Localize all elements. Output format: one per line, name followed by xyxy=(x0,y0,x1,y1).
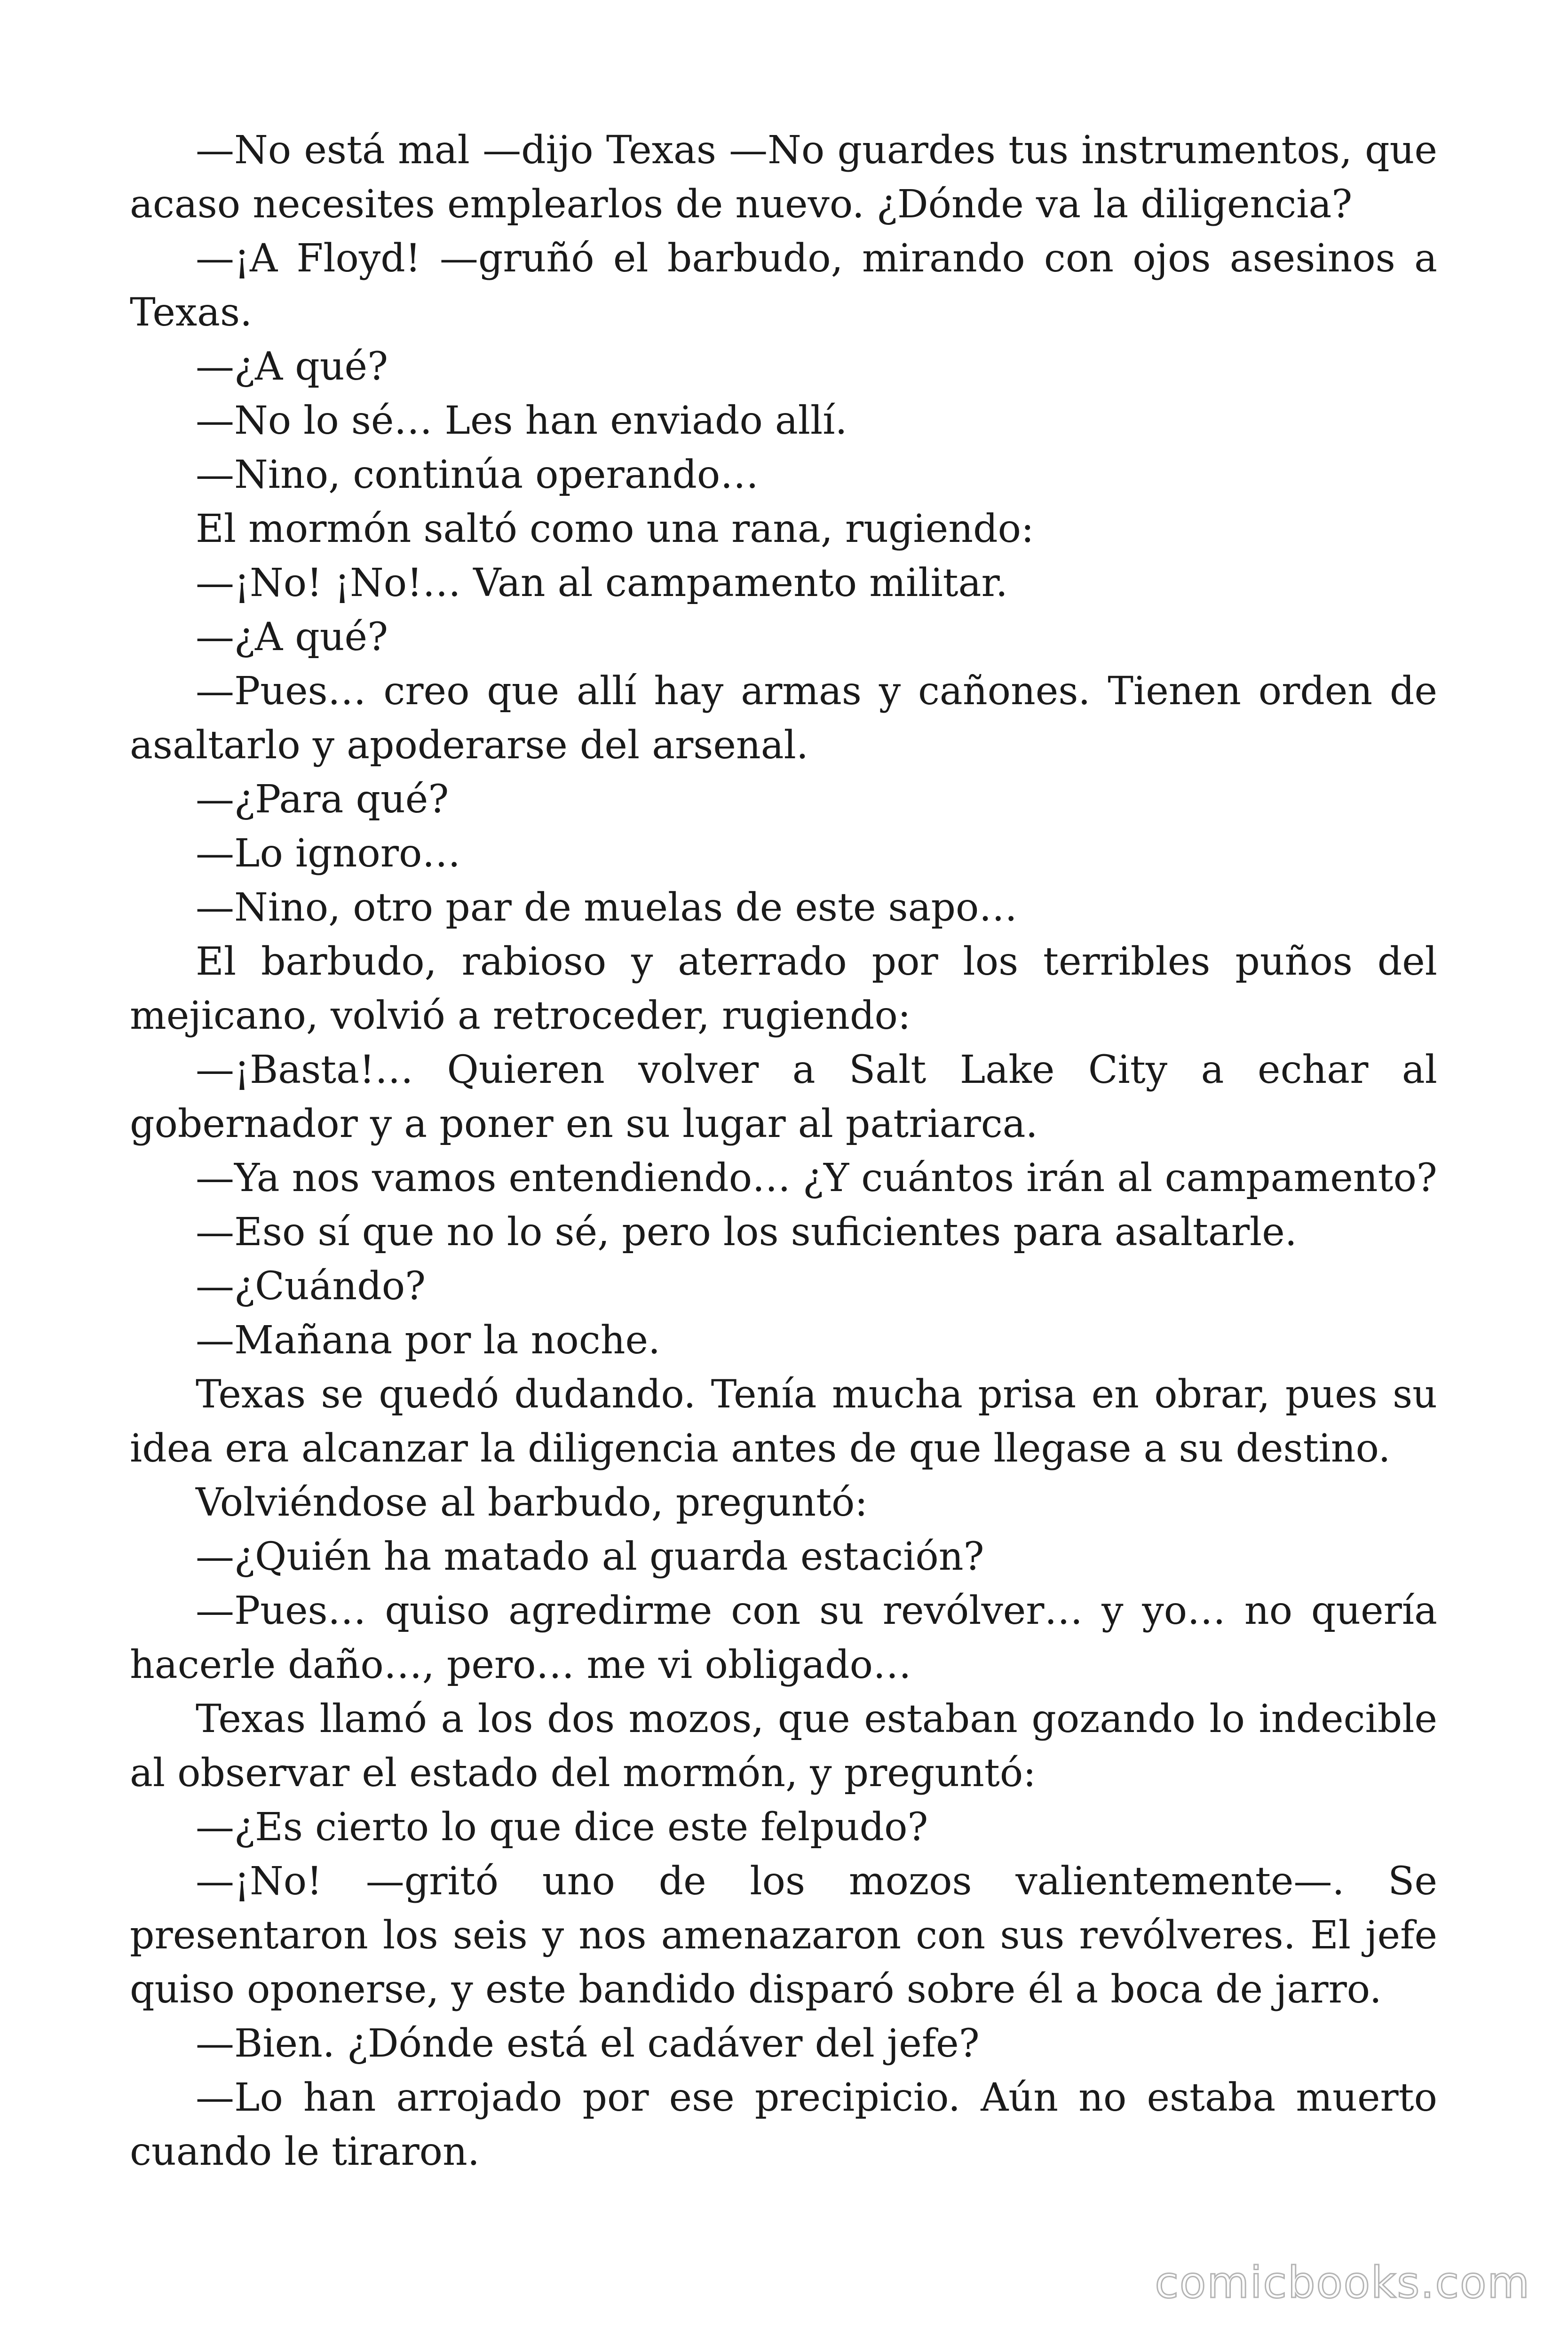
paragraph: —Ya nos vamos entendiendo… ¿Y cuántos irán al campamento? xyxy=(196,1156,1437,1200)
paragraph: —¿Para qué? xyxy=(196,777,449,822)
paragraph: Texas llamó a los dos mozos, que estaban gozando lo indecible al observar el estado del mormón, y preguntó: xyxy=(130,1697,1437,1796)
paragraph: —Lo ignoro… xyxy=(196,831,461,876)
paragraph: —No lo sé… Les han enviado allí. xyxy=(196,398,847,443)
paragraph: —¡Basta!… Quieren volver a Salt Lake City a echar al gobernador y a poner en su lugar al patriarca. xyxy=(130,1048,1437,1146)
paragraph: Texas se quedó dudando. Tenía mucha prisa en obrar, pues su idea era alcanzar la diligencia antes de que llegase a su destino. xyxy=(130,1372,1437,1471)
body-text xyxy=(130,123,1437,2179)
paragraph: —¡No! ¡No!… Van al campamento militar. xyxy=(196,561,1008,605)
paragraph: —Bien. ¿Dónde está el cadáver del jefe? xyxy=(196,2021,980,2066)
paragraph: —Mañana por la noche. xyxy=(196,1318,661,1363)
paragraph: El barbudo, rabioso y aterrado por los terribles puños del mejicano, volvió a retroceder, rugiendo: xyxy=(130,939,1437,1038)
paragraph: —Pues… quiso agredirme con su revólver… y yo… no quería hacerle daño…, pero… me vi obligado… xyxy=(130,1589,1437,1687)
paragraph: —¿Quién ha matado al guarda estación? xyxy=(196,1534,984,1579)
paragraph: El mormón saltó como una rana, rugiendo: xyxy=(196,507,1034,551)
paragraph: —¿A qué? xyxy=(196,615,388,660)
paragraph: —¿A qué? xyxy=(196,344,388,389)
paragraph: —¿Cuándo? xyxy=(196,1264,426,1309)
paragraph: —¿Es cierto lo que dice este felpudo? xyxy=(196,1805,928,1850)
paragraph: —Pues… creo que allí hay armas y cañones. Tienen orden de asaltarlo y apoderarse del arsenal. xyxy=(130,669,1437,768)
paragraph: —¡A Floyd! —gruñó el barbudo, mirando con ojos asesinos a Texas. xyxy=(130,236,1437,335)
paragraph: —Nino, otro par de muelas de este sapo… xyxy=(196,885,1018,930)
paragraph: —Eso sí que no lo sé, pero los suficientes para asaltarle. xyxy=(196,1210,1297,1255)
paragraph: Volviéndose al barbudo, preguntó: xyxy=(196,1480,868,1525)
watermark: comicbooks.com xyxy=(1155,2257,1530,2308)
paragraph: —¡No! —gritó uno de los mozos valientemente—. Se presentaron los seis y nos amenazaron con sus revólveres. El jefe quiso oponerse, y este bandido disparó sobre él a boca de jarro. xyxy=(130,1859,1437,2012)
paragraph: —No está mal —dijo Texas —No guardes tus instrumentos, que acaso necesites emplearlos de nuevo. ¿Dónde va la diligencia? xyxy=(130,128,1437,227)
paragraph: —Nino, continúa operando… xyxy=(196,453,759,497)
paragraph: —Lo han arrojado por ese precipicio. Aún no estaba muerto cuando le tiraron. xyxy=(130,2075,1437,2174)
